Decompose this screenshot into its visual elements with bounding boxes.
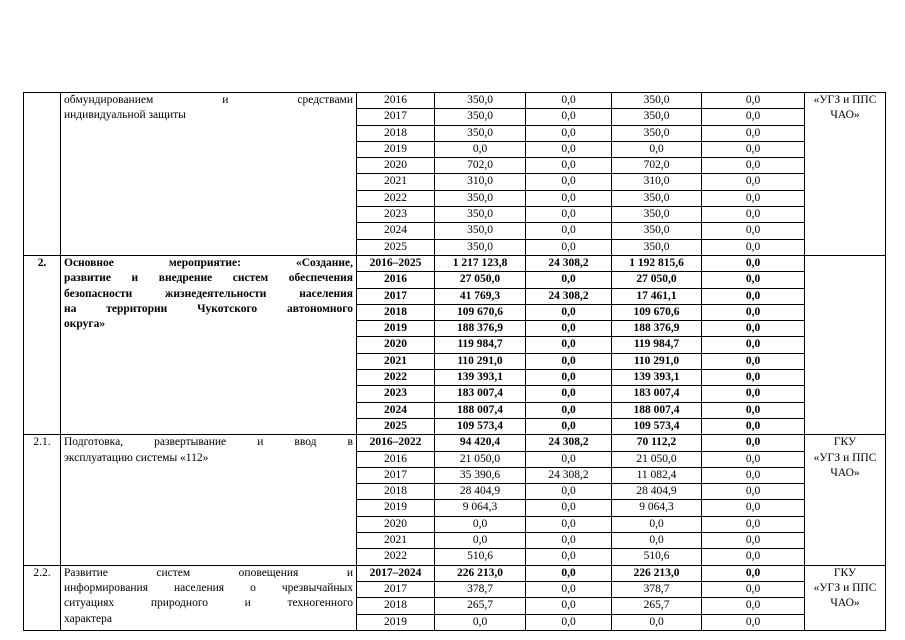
amount-cell: 94 420,4 — [435, 435, 526, 451]
amount-cell: 0,0 — [702, 190, 805, 206]
amount-cell: 0,0 — [435, 141, 526, 157]
year-cell: 2019 — [357, 500, 435, 516]
year-cell: 2020 — [357, 158, 435, 174]
amount-cell: 350,0 — [612, 125, 702, 141]
year-cell: 2025 — [357, 418, 435, 434]
amount-cell: 350,0 — [435, 93, 526, 109]
amount-cell: 0,0 — [526, 321, 612, 337]
table-row — [24, 435, 886, 451]
amount-cell: 0,0 — [526, 158, 612, 174]
amount-cell: 350,0 — [435, 207, 526, 223]
amount-cell: 0,0 — [702, 418, 805, 434]
amount-cell: 0,0 — [526, 500, 612, 516]
item-description — [61, 255, 357, 434]
table-row — [24, 255, 886, 271]
amount-cell: 350,0 — [612, 239, 702, 255]
amount-cell: 24 308,2 — [526, 255, 612, 271]
organization-line: ГКУ — [833, 436, 857, 449]
amount-cell: 0,0 — [526, 239, 612, 255]
amount-cell: 183 007,4 — [435, 386, 526, 402]
item-description — [61, 435, 357, 565]
year-cell: 2017 — [357, 467, 435, 483]
amount-cell: 0,0 — [435, 516, 526, 532]
organization-line: ГКУ — [833, 566, 857, 579]
table-row — [24, 565, 886, 581]
description-line: развитие и внедрение систем обеспечения — [64, 272, 353, 285]
amount-cell: 109 573,4 — [435, 418, 526, 434]
year-cell: 2025 — [357, 239, 435, 255]
amount-cell: 0,0 — [612, 141, 702, 157]
amount-cell: 0,0 — [612, 516, 702, 532]
amount-cell: 0,0 — [526, 207, 612, 223]
item-number: 2. — [24, 255, 61, 434]
amount-cell: 183 007,4 — [612, 386, 702, 402]
amount-cell: 0,0 — [526, 386, 612, 402]
amount-cell: 0,0 — [702, 581, 805, 597]
amount-cell: 110 291,0 — [435, 353, 526, 369]
amount-cell: 226 213,0 — [612, 565, 702, 581]
year-cell: 2016 — [357, 93, 435, 109]
responsible-organization — [805, 565, 886, 630]
amount-cell: 0,0 — [702, 614, 805, 630]
amount-cell: 0,0 — [702, 304, 805, 320]
amount-cell: 9 064,3 — [612, 500, 702, 516]
amount-cell: 0,0 — [526, 223, 612, 239]
amount-cell: 0,0 — [526, 516, 612, 532]
amount-cell: 0,0 — [526, 598, 612, 614]
amount-cell: 0,0 — [702, 484, 805, 500]
description-line: на территории Чукотского автономного — [64, 302, 353, 315]
year-cell: 2018 — [357, 125, 435, 141]
amount-cell: 17 461,1 — [612, 288, 702, 304]
amount-cell: 350,0 — [612, 190, 702, 206]
amount-cell: 139 393,1 — [612, 370, 702, 386]
amount-cell: 350,0 — [435, 223, 526, 239]
amount-cell: 188 376,9 — [435, 321, 526, 337]
amount-cell: 0,0 — [526, 141, 612, 157]
year-cell: 2020 — [357, 337, 435, 353]
year-cell: 2021 — [357, 174, 435, 190]
year-cell: 2020 — [357, 516, 435, 532]
amount-cell: 0,0 — [526, 614, 612, 630]
amount-cell: 0,0 — [526, 109, 612, 125]
amount-cell: 0,0 — [526, 451, 612, 467]
responsible-organization — [805, 435, 886, 565]
year-cell: 2017 — [357, 109, 435, 125]
amount-cell: 0,0 — [702, 435, 805, 451]
amount-cell: 350,0 — [435, 190, 526, 206]
amount-cell: 109 573,4 — [612, 418, 702, 434]
description-line: Основное мероприятие: «Создание, — [64, 256, 353, 269]
year-cell: 2017 — [357, 288, 435, 304]
amount-cell: 0,0 — [612, 533, 702, 549]
amount-cell: 0,0 — [702, 516, 805, 532]
description-line: характера — [64, 612, 112, 625]
year-cell: 2019 — [357, 614, 435, 630]
amount-cell: 11 082,4 — [612, 467, 702, 483]
amount-cell: 0,0 — [526, 272, 612, 288]
amount-cell: 0,0 — [612, 614, 702, 630]
amount-cell: 226 213,0 — [435, 565, 526, 581]
year-cell: 2019 — [357, 321, 435, 337]
amount-cell: 70 112,2 — [612, 435, 702, 451]
year-cell: 2022 — [357, 549, 435, 565]
amount-cell: 0,0 — [526, 304, 612, 320]
amount-cell: 0,0 — [526, 402, 612, 418]
amount-cell: 0,0 — [702, 174, 805, 190]
amount-cell: 109 670,6 — [612, 304, 702, 320]
organization-line: «УГЗ и ППС ЧАО» — [813, 581, 877, 610]
year-cell: 2016 — [357, 451, 435, 467]
amount-cell: 0,0 — [526, 174, 612, 190]
description-line: информирования населения о чрезвычайных — [64, 581, 353, 594]
amount-cell: 0,0 — [702, 598, 805, 614]
amount-cell: 0,0 — [702, 353, 805, 369]
description-line: обмундированием и средствами — [64, 94, 353, 106]
amount-cell: 310,0 — [435, 174, 526, 190]
amount-cell: 0,0 — [702, 549, 805, 565]
amount-cell: 28 404,9 — [435, 484, 526, 500]
amount-cell: 35 390,6 — [435, 467, 526, 483]
amount-cell: 0,0 — [526, 565, 612, 581]
amount-cell: 702,0 — [435, 158, 526, 174]
amount-cell: 310,0 — [612, 174, 702, 190]
description-line: Подготовка, развертывание и ввод в — [64, 436, 353, 449]
amount-cell: 0,0 — [702, 288, 805, 304]
year-cell: 2016 — [357, 272, 435, 288]
amount-cell: 0,0 — [702, 386, 805, 402]
year-cell: 2016–2022 — [357, 435, 435, 451]
description-line: безопасности жизнедеятельности населения — [64, 287, 353, 300]
amount-cell: 0,0 — [702, 533, 805, 549]
year-cell: 2021 — [357, 533, 435, 549]
amount-cell: 0,0 — [702, 321, 805, 337]
amount-cell: 0,0 — [702, 93, 805, 109]
amount-cell: 0,0 — [702, 158, 805, 174]
year-cell: 2023 — [357, 207, 435, 223]
amount-cell: 24 308,2 — [526, 467, 612, 483]
amount-cell: 110 291,0 — [612, 353, 702, 369]
amount-cell: 188 007,4 — [612, 402, 702, 418]
amount-cell: 188 007,4 — [435, 402, 526, 418]
year-cell: 2024 — [357, 402, 435, 418]
amount-cell: 27 050,0 — [435, 272, 526, 288]
amount-cell: 0,0 — [526, 484, 612, 500]
amount-cell: 0,0 — [526, 418, 612, 434]
amount-cell: 27 050,0 — [612, 272, 702, 288]
year-cell: 2016–2025 — [357, 255, 435, 271]
responsible-organization — [805, 93, 886, 256]
year-cell: 2018 — [357, 304, 435, 320]
amount-cell: 350,0 — [435, 125, 526, 141]
amount-cell: 188 376,9 — [612, 321, 702, 337]
responsible-organization — [805, 255, 886, 434]
item-number: 2.2. — [24, 565, 61, 630]
amount-cell: 0,0 — [526, 581, 612, 597]
amount-cell: 265,7 — [612, 598, 702, 614]
item-description — [61, 93, 357, 256]
amount-cell: 0,0 — [702, 500, 805, 516]
amount-cell: 350,0 — [435, 109, 526, 125]
amount-cell: 0,0 — [526, 337, 612, 353]
amount-cell: 0,0 — [526, 549, 612, 565]
amount-cell: 0,0 — [702, 109, 805, 125]
year-cell: 2022 — [357, 190, 435, 206]
amount-cell: 378,7 — [435, 581, 526, 597]
amount-cell: 265,7 — [435, 598, 526, 614]
amount-cell: 21 050,0 — [612, 451, 702, 467]
description-line: индивидуальной защиты — [64, 109, 186, 122]
amount-cell: 0,0 — [702, 207, 805, 223]
amount-cell: 0,0 — [702, 255, 805, 271]
year-cell: 2023 — [357, 386, 435, 402]
program-table — [23, 92, 886, 631]
amount-cell: 510,6 — [612, 549, 702, 565]
amount-cell: 0,0 — [702, 467, 805, 483]
amount-cell: 24 308,2 — [526, 288, 612, 304]
item-description — [61, 565, 357, 630]
year-cell: 2024 — [357, 223, 435, 239]
amount-cell: 9 064,3 — [435, 500, 526, 516]
organization-line: «УГЗ и ППС ЧАО» — [813, 451, 877, 479]
amount-cell: 378,7 — [612, 581, 702, 597]
organization-line: «УГЗ и ППС ЧАО» — [813, 94, 877, 122]
year-cell: 2017–2024 — [357, 565, 435, 581]
year-cell: 2022 — [357, 370, 435, 386]
year-cell: 2019 — [357, 141, 435, 157]
amount-cell: 0,0 — [702, 272, 805, 288]
table-body — [24, 93, 886, 631]
item-number: 2.1. — [24, 435, 61, 565]
amount-cell: 0,0 — [702, 223, 805, 239]
year-cell: 2018 — [357, 484, 435, 500]
item-number — [24, 93, 61, 256]
amount-cell: 41 769,3 — [435, 288, 526, 304]
amount-cell: 350,0 — [612, 109, 702, 125]
amount-cell: 0,0 — [702, 451, 805, 467]
year-cell: 2017 — [357, 581, 435, 597]
amount-cell: 119 984,7 — [612, 337, 702, 353]
amount-cell: 350,0 — [612, 207, 702, 223]
amount-cell: 0,0 — [526, 190, 612, 206]
table-row — [24, 93, 886, 109]
description-line: эксплуатацию системы «112» — [64, 451, 209, 464]
amount-cell: 24 308,2 — [526, 435, 612, 451]
amount-cell: 0,0 — [702, 402, 805, 418]
amount-cell: 350,0 — [612, 93, 702, 109]
amount-cell: 0,0 — [526, 125, 612, 141]
amount-cell: 28 404,9 — [612, 484, 702, 500]
year-cell: 2018 — [357, 598, 435, 614]
amount-cell: 0,0 — [702, 565, 805, 581]
amount-cell: 0,0 — [526, 370, 612, 386]
amount-cell: 21 050,0 — [435, 451, 526, 467]
description-line: округа» — [64, 318, 106, 331]
amount-cell: 0,0 — [702, 239, 805, 255]
amount-cell: 0,0 — [702, 370, 805, 386]
amount-cell: 1 192 815,6 — [612, 255, 702, 271]
amount-cell: 0,0 — [702, 337, 805, 353]
amount-cell: 0,0 — [702, 141, 805, 157]
amount-cell: 350,0 — [435, 239, 526, 255]
amount-cell: 0,0 — [526, 93, 612, 109]
amount-cell: 702,0 — [612, 158, 702, 174]
amount-cell: 1 217 123,8 — [435, 255, 526, 271]
amount-cell: 139 393,1 — [435, 370, 526, 386]
amount-cell: 0,0 — [435, 614, 526, 630]
year-cell: 2021 — [357, 353, 435, 369]
amount-cell: 109 670,6 — [435, 304, 526, 320]
amount-cell: 119 984,7 — [435, 337, 526, 353]
amount-cell: 0,0 — [435, 533, 526, 549]
description-line: ситуациях природного и техногенного — [64, 597, 353, 610]
amount-cell: 0,0 — [526, 533, 612, 549]
description-line: Развитие систем оповещения и — [64, 566, 353, 579]
amount-cell: 350,0 — [612, 223, 702, 239]
amount-cell: 0,0 — [526, 353, 612, 369]
amount-cell: 0,0 — [702, 125, 805, 141]
amount-cell: 510,6 — [435, 549, 526, 565]
